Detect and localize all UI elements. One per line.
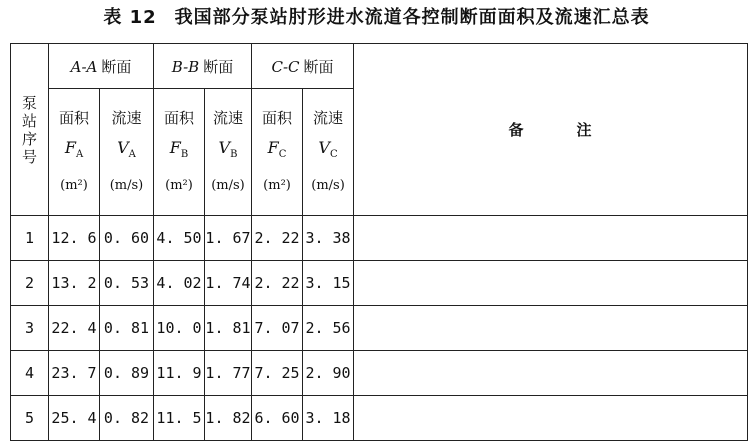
velocity-unit: (m/s) — [311, 177, 345, 193]
velocity-unit: (m/s) — [211, 177, 245, 193]
area-label: 面积 — [58, 109, 89, 128]
table-row — [11, 396, 748, 441]
area-symbol: $F_A$ — [64, 138, 84, 161]
area-unit: (m²) — [263, 177, 291, 193]
section-b-header — [154, 44, 252, 89]
station-number-cell: 3 — [11, 306, 49, 351]
velocity-a-header — [100, 89, 154, 216]
velocity-c-cell: 3. 38 — [303, 216, 354, 261]
remarks-cell — [354, 396, 748, 441]
velocity-a-cell: 0. 82 — [100, 396, 154, 441]
section-a-header — [49, 44, 154, 89]
velocity-c-cell: 3. 18 — [303, 396, 354, 441]
station-number-cell: 1 — [11, 216, 49, 261]
section-code: A-A — [70, 57, 98, 76]
velocity-a-cell: 0. 81 — [100, 306, 154, 351]
velocity-b-header — [205, 89, 252, 216]
header-row-groups — [11, 44, 748, 89]
table-caption — [0, 3, 753, 33]
station-header-char: 泵 — [21, 93, 37, 112]
table-row — [11, 306, 748, 351]
velocity-c-cell: 2. 56 — [303, 306, 354, 351]
velocity-b-cell: 1. 67 — [205, 216, 252, 261]
remarks-char: 备 — [508, 121, 525, 139]
velocity-a-cell: 0. 60 — [100, 216, 154, 261]
area-unit: (m²) — [60, 177, 88, 193]
velocity-symbol: $V_B$ — [218, 138, 238, 161]
area-b-cell: 11. 9 — [154, 351, 205, 396]
station-number-cell: 4 — [11, 351, 49, 396]
remarks-char: 注 — [576, 121, 593, 139]
velocity-c-cell: 2. 90 — [303, 351, 354, 396]
velocity-label: 流速 — [313, 109, 344, 128]
velocity-c-header — [303, 89, 354, 216]
station-number-header — [11, 44, 49, 216]
section-code: B-B — [171, 57, 200, 76]
area-symbol: $F_B$ — [169, 138, 189, 161]
remarks-cell — [354, 306, 748, 351]
area-a-cell: 12. 6 — [49, 216, 100, 261]
section-label: 断面 — [101, 57, 132, 76]
velocity-a-cell: 0. 53 — [100, 261, 154, 306]
area-b-cell: 4. 50 — [154, 216, 205, 261]
area-a-cell: 22. 4 — [49, 306, 100, 351]
area-c-header — [252, 89, 303, 216]
station-header-char: 序 — [21, 129, 37, 148]
area-b-header — [154, 89, 205, 216]
velocity-b-cell: 1. 74 — [205, 261, 252, 306]
section-label: 断面 — [203, 57, 234, 76]
section-code: C-C — [271, 57, 300, 76]
area-label: 面积 — [262, 109, 293, 128]
area-label: 面积 — [163, 109, 194, 128]
velocity-unit: (m/s) — [109, 177, 144, 193]
table-number: 表 12 — [103, 7, 157, 28]
area-b-cell: 4. 02 — [154, 261, 205, 306]
section-c-header — [252, 44, 354, 89]
table-row — [11, 351, 748, 396]
velocity-label: 流速 — [111, 109, 142, 128]
area-a-cell: 23. 7 — [49, 351, 100, 396]
velocity-symbol: $V_C$ — [318, 138, 338, 161]
velocity-a-cell: 0. 89 — [100, 351, 154, 396]
area-a-header — [49, 89, 100, 216]
area-c-cell: 7. 25 — [252, 351, 303, 396]
station-header-char: 号 — [21, 147, 37, 166]
station-header-char: 站 — [21, 111, 37, 130]
station-number-cell: 2 — [11, 261, 49, 306]
remarks-cell — [354, 351, 748, 396]
area-symbol: $F_C$ — [267, 138, 287, 161]
area-c-cell: 6. 60 — [252, 396, 303, 441]
remarks-cell — [354, 261, 748, 306]
remarks-header — [354, 44, 748, 216]
area-c-cell: 2. 22 — [252, 261, 303, 306]
table-body — [11, 216, 748, 441]
velocity-label: 流速 — [213, 109, 244, 128]
area-b-cell: 10. 0 — [154, 306, 205, 351]
velocity-b-cell: 1. 77 — [205, 351, 252, 396]
area-unit: (m²) — [165, 177, 193, 193]
velocity-b-cell: 1. 81 — [205, 306, 252, 351]
area-c-cell: 7. 07 — [252, 306, 303, 351]
area-a-cell: 25. 4 — [49, 396, 100, 441]
table-title: 我国部分泵站肘形进水流道各控制断面面积及流速汇总表 — [174, 7, 650, 28]
station-number-cell: 5 — [11, 396, 49, 441]
table-row — [11, 216, 748, 261]
area-c-cell: 2. 22 — [252, 216, 303, 261]
summary-table — [10, 43, 748, 441]
velocity-symbol: $V_A$ — [117, 138, 136, 161]
velocity-c-cell: 3. 15 — [303, 261, 354, 306]
remarks-cell — [354, 216, 748, 261]
table-row — [11, 261, 748, 306]
area-b-cell: 11. 5 — [154, 396, 205, 441]
velocity-b-cell: 1. 82 — [205, 396, 252, 441]
area-a-cell: 13. 2 — [49, 261, 100, 306]
section-label: 断面 — [303, 57, 334, 76]
